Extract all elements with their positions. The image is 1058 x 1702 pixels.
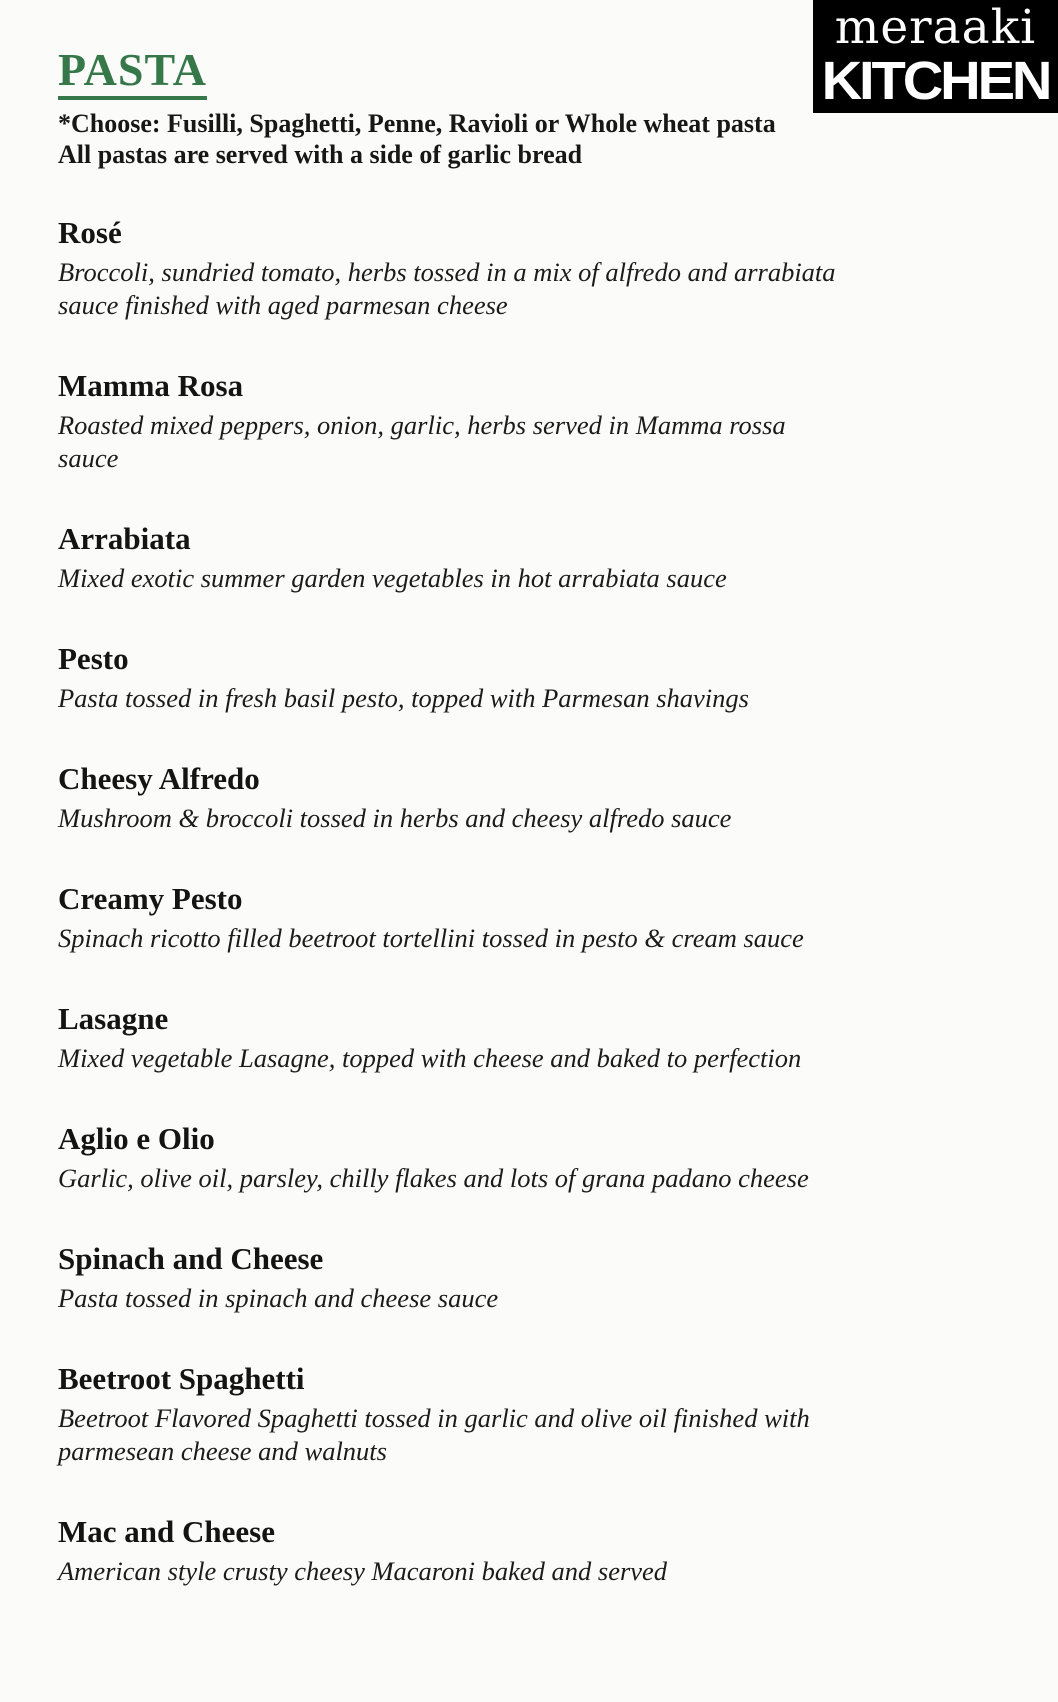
menu-item-name: Aglio e Olio <box>58 1121 215 1156</box>
menu-item-description: Garlic, olive oil, parsley, chilly flakes and lots of grana padano cheese <box>58 1163 809 1193</box>
menu-item-description: Pasta tossed in fresh basil pesto, topped with Parmesan shavings <box>58 683 749 713</box>
menu-item-description: Pasta tossed in spinach and cheese sauce <box>58 1283 499 1313</box>
menu-item <box>58 520 858 595</box>
menu-content <box>58 45 858 1633</box>
section-title-pasta: PASTA <box>58 45 207 100</box>
menu-note-garlic-bread: All pastas are served with a side of garlic bread <box>58 140 583 169</box>
menu-item-description: Broccoli, sundried tomato, herbs tossed in a mix of alfredo and arrabiata sauce finished with aged parmesan cheese <box>58 257 836 320</box>
menu-note-choose: *Choose: Fusilli, Spaghetti, Penne, Ravioli or Whole wheat pasta <box>58 109 776 138</box>
menu-item-name: Cheesy Alfredo <box>58 761 260 796</box>
menu-item-description: Mushroom & broccoli tossed in herbs and cheesy alfredo sauce <box>58 803 732 833</box>
menu-item <box>58 1120 858 1195</box>
menu-item-description: Mixed vegetable Lasagne, topped with cheese and baked to perfection <box>58 1043 802 1073</box>
menu-item <box>58 1000 858 1075</box>
menu-item-name: Lasagne <box>58 1001 169 1036</box>
menu-item-name: Arrabiata <box>58 521 191 556</box>
menu-item <box>58 1240 858 1315</box>
menu-item-name: Mac and Cheese <box>58 1514 275 1549</box>
menu-item-name: Spinach and Cheese <box>58 1241 324 1276</box>
menu-item-name: Rosé <box>58 215 122 250</box>
menu-item-name: Pesto <box>58 641 129 676</box>
menu-items <box>58 214 858 1588</box>
menu-item-description: American style crusty cheesy Macaroni baked and served <box>58 1556 668 1586</box>
menu-item <box>58 640 858 715</box>
menu-item <box>58 367 858 475</box>
menu-item-name: Beetroot Spaghetti <box>58 1361 305 1396</box>
logo-meraaki-text: meraaki <box>834 0 1037 55</box>
menu-item-description: Spinach ricotto filled beetroot tortellini tossed in pesto & cream sauce <box>58 923 804 953</box>
menu-item-name: Mamma Rosa <box>58 368 244 403</box>
menu-item <box>58 1513 858 1588</box>
menu-item-description: Roasted mixed peppers, onion, garlic, herbs served in Mamma rossa sauce <box>58 410 786 473</box>
menu-item <box>58 1360 858 1468</box>
menu-item <box>58 214 858 322</box>
menu-item <box>58 880 858 955</box>
logo-kitchen-text: KITCHEN <box>821 51 1050 111</box>
menu-item <box>58 760 858 835</box>
menu-item-description: Mixed exotic summer garden vegetables in hot arrabiata sauce <box>58 563 727 593</box>
menu-item-name: Creamy Pesto <box>58 881 243 916</box>
menu-item-description: Beetroot Flavored Spaghetti tossed in garlic and olive oil finished with parmesean cheese and walnuts <box>58 1403 810 1466</box>
